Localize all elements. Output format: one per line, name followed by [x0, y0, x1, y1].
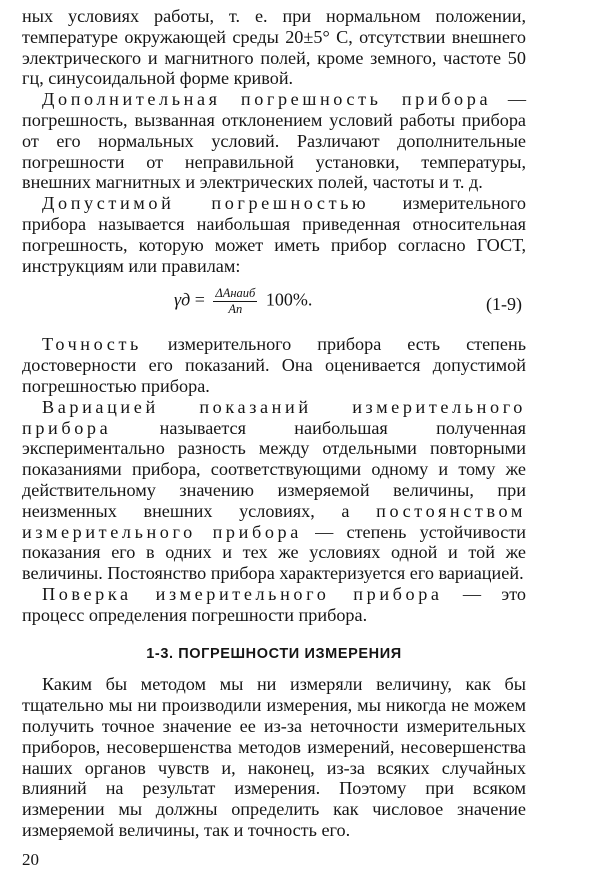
verification-definition: — это процесс определения погрешности прибора.: [22, 583, 527, 625]
page-body: [22, 6, 526, 841]
equation-number: (1-9): [486, 294, 522, 315]
term-permissible-error: Допустимой погрешностью: [42, 193, 370, 214]
permissible-error-definition: измерительного прибора называется наибольшая приведенная относительная погрешность, которую может иметь прибор согласно ГОСТ, инструкциям или правилам:: [22, 193, 526, 276]
term-accuracy: Точность: [42, 334, 142, 355]
paragraph-normal-conditions: ных условиях работы, т. е. при нормальном положении, температуре окружающей среды 20±5° C, отсутствии внешнего электрического и магнитного полей, кроме земного, частоте 50 гц, синусоидальной форме кривой.: [22, 6, 526, 89]
constancy-definition: — степень устойчивости показания его в одних и тех же условиях одной и той же величины. Постоянство прибора характеризуется его вариацией.: [22, 521, 526, 584]
paragraph-additional-error: [22, 89, 526, 193]
formula-equals: =: [194, 289, 205, 310]
accuracy-definition: измерительного прибора есть степень достоверности его показаний. Она оценивается допустимой погрешностью прибора.: [22, 334, 526, 396]
term-additional-error: Дополнительная погрешность прибора: [42, 89, 492, 110]
formula-denominator: Aп: [228, 302, 243, 317]
paragraph-measurement-errors: Каким бы методом мы ни измеряли величину, как бы тщательно мы ни производили измерения, мы никогда не можем получить точное значение ее из-за неточности измерительных приборов, несовершенства методов измерений, несовершенства наших органов чувств и, наконец, из-за всяких случайных влияний на результат измерения. Поэтому при всяком измерении мы должны определить как числовое значение измеряемой величины, так и точность его.: [22, 674, 526, 840]
paragraph-permissible-error: [22, 193, 526, 276]
paragraph-accuracy: [22, 334, 526, 396]
section-heading: 1-3. ПОГРЕШНОСТИ ИЗМЕРЕНИЯ: [146, 645, 402, 662]
formula-expression: [174, 286, 312, 317]
formula-numerator: ΔAнаиб: [215, 286, 256, 301]
term-variation: Вариацией показаний измерительного прибора: [22, 396, 526, 438]
formula-rhs: 100%.: [265, 289, 313, 310]
paragraph-verification: [22, 584, 526, 626]
paragraph-variation: [22, 397, 526, 584]
page-number: 20: [22, 850, 39, 869]
additional-error-definition: — погрешность, вызванная отклонением условий работы прибора от его нормальных условий. Различают дополнительные погрешности от неправильной установки, температуры, внешних магнитных и электрических полей, частоты и т. д.: [22, 89, 527, 193]
formula-lhs: γд: [174, 289, 191, 310]
formula-fraction: [213, 286, 257, 317]
formula-1-9: [22, 280, 526, 330]
variation-definition: называется наибольшая полученная экспериментально разность между отдельными повторными показаниями прибора, соответствующими одному и тому же действительному значению измеряемой величины, при неизменных внешних условиях, а: [22, 417, 526, 521]
term-verification: Поверка измерительного прибора: [42, 583, 443, 604]
term-constancy: постоянством измерительного прибора: [22, 500, 526, 542]
